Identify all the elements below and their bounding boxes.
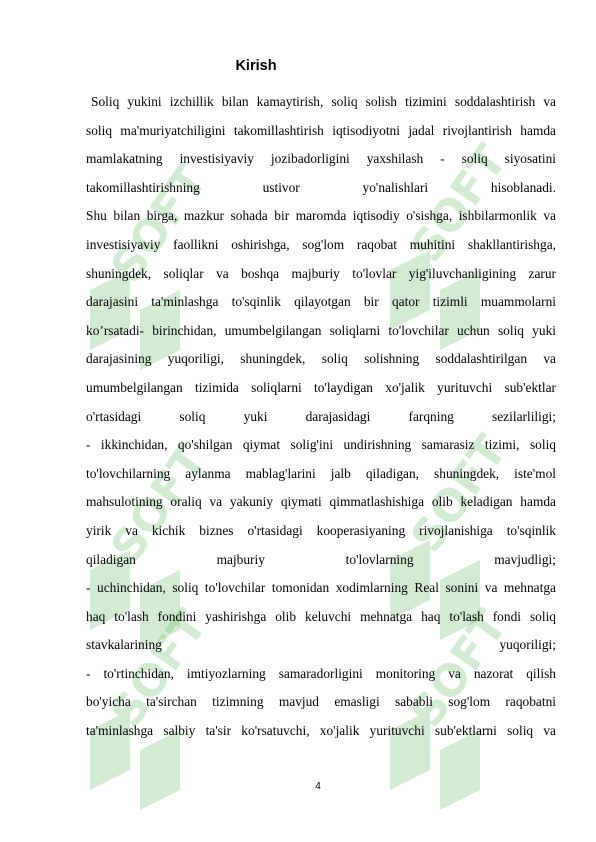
text-line: shuningdek, soliqlar va boshqa majburiy to'lovlar yig'iluvchanligining zarur xyxy=(86,265,556,281)
text-line: Shu bilan birga, mazkur sohada bir maromda iqtisodiy o'sishga, ishbilarmonlik va xyxy=(86,208,556,224)
text-line: soliq ma'muriyatchiligini takomillashtirish iqtisodiyotni jadal rivojlantirish hamda xyxy=(86,122,556,138)
text-line: umumbelgilangan tizimida soliqlarni to'laydigan xo'jalik yurituvchi sub'ektlar xyxy=(86,379,556,395)
svg-text:SOFT: SOFT xyxy=(401,426,518,562)
text-line: mahsulotining oraliq va yakuniy qiymati qimmatlashishiga olib keladigan hamda xyxy=(86,494,556,510)
text-line: yirik va kichik biznes o'rtasidagi kooperasiyaning rivojlanishiga to'sqinlik xyxy=(86,522,556,538)
text-line: haq to'lash fondini yashirishga olib keluvchi mehnatga haq to'lash fondi soliq xyxy=(86,608,556,624)
text-line: mamlakatning investisiyaviy jozibadorligini yaxshilash - soliq siyosatini xyxy=(86,151,556,167)
text-line: darajasini ta'minlashga to'sqinlik qilayotgan bir qator tizimli muammolarni xyxy=(86,294,556,310)
text-line: ko’rsatadi- birinchidan, umumbelgilangan soliqlarni to'lovchilar uchun soliq yuki xyxy=(86,322,556,338)
svg-text:SOFT: SOFT xyxy=(401,136,518,272)
svg-text:SOFT: SOFT xyxy=(101,156,218,292)
text-line: Soliq yukini izchillik bilan kamaytirish, soliq solish tizimini soddalashtirish va xyxy=(91,94,556,109)
text-line: to'lovchilarning aylanma mablag'larini jalb qiladigan, shuningdek, iste'mol xyxy=(86,465,556,481)
text-line: darajasining yuqoriligi, shuningdek, soliq solishning soddalashtirilgan va xyxy=(86,351,556,367)
page-number: 4 xyxy=(315,781,321,792)
svg-text:SOFT: SOFT xyxy=(101,436,218,572)
body-text xyxy=(86,88,556,746)
text-line: - to'rtinchidan, imtiyozlarning samaradorligini monitoring va nazorat qilish xyxy=(86,665,556,681)
text-line: takomillashtirishning ustivor yo'nalishlari hisoblanadi. xyxy=(86,179,556,195)
svg-text:SOFT: SOFT xyxy=(401,601,518,737)
text-line: - ikkinchidan, qo'shilgan qiymat solig'ini undirishning samarasiz tizimi, soliq xyxy=(86,437,556,453)
text-line: stavkalarining yuqoriligi; xyxy=(86,637,556,653)
svg-text:SOFT: SOFT xyxy=(101,601,218,737)
text-line: investisiyaviy faollikni oshirishga, sog'lom raqobat muhitini shakllantirishga, xyxy=(86,236,556,252)
text-line: o'rtasidagi soliq yuki darajasidagi farqning sezilarliligi; xyxy=(86,408,556,424)
section-title: Kirish xyxy=(235,58,277,74)
text-line: ta'minlashga salbiy ta'sir ko'rsatuvchi, xo'jalik yurituvchi sub'ektlarni soliq va xyxy=(86,723,556,739)
text-line: - uchinchidan, soliq to'lovchilar tomonidan xodimlarning Real sonini va mehnatga xyxy=(86,580,556,596)
text-line: bo'yicha ta'sirchan tizimning mavjud emasligi sababli sog'lom raqobatni xyxy=(86,694,556,710)
text-line: qiladigan majburiy to'lovlarning mavjudligi; xyxy=(86,551,556,567)
